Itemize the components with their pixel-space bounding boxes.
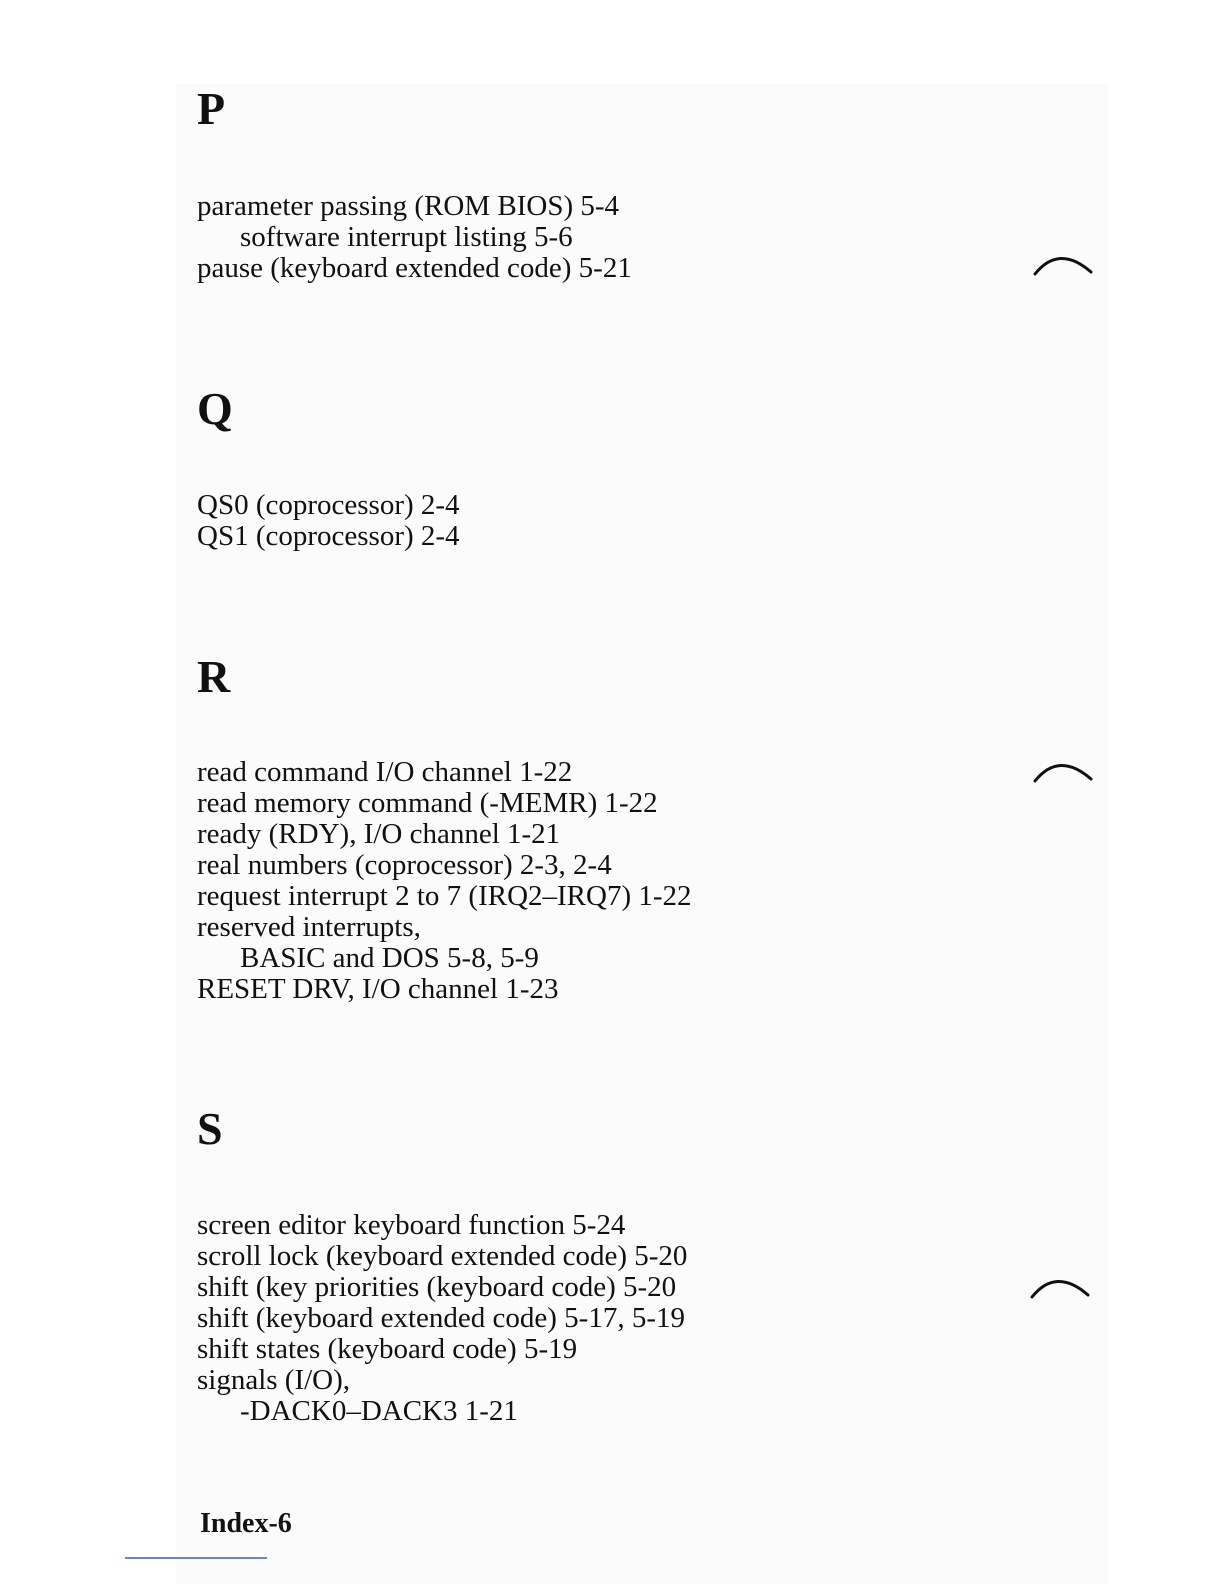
index-subentry: BASIC and DOS 5-8, 5-9	[240, 942, 539, 974]
section-letter-s: S	[197, 1103, 223, 1154]
index-subentry: -DACK0–DACK3 1-21	[240, 1395, 518, 1427]
index-entry: signals (I/O),	[197, 1364, 351, 1396]
index-entry: shift states (keyboard code) 5-19	[197, 1333, 578, 1365]
index-entry: request interrupt 2 to 7 (IRQ2–IRQ7) 1-22	[197, 880, 692, 912]
section-r-entries	[197, 757, 692, 1005]
section-s-entries	[197, 1210, 687, 1427]
index-entry: reserved interrupts,	[197, 911, 421, 943]
index-entry: screen editor keyboard function 5-24	[197, 1209, 626, 1241]
section-letter-r: R	[197, 651, 231, 702]
index-entry: shift (key priorities (keyboard code) 5-20	[197, 1271, 677, 1303]
binder-arc-icon	[1030, 1273, 1090, 1299]
index-entry: real numbers (coprocessor) 2-3, 2-4	[197, 849, 612, 881]
index-entry: shift (keyboard extended code) 5-17, 5-19	[197, 1302, 686, 1334]
section-letter-q: Q	[197, 383, 233, 434]
index-entry: scroll lock (keyboard extended code) 5-20	[197, 1240, 688, 1272]
section-letter-p: P	[197, 83, 226, 134]
page-number-label: Index-6	[200, 1508, 292, 1539]
binder-arc-icon	[1033, 250, 1093, 276]
index-entry: QS0 (coprocessor) 2-4	[197, 489, 460, 521]
index-entry: pause (keyboard extended code) 5-21	[197, 252, 632, 284]
section-q-entries	[197, 490, 460, 552]
scan-edge-line	[125, 1557, 267, 1559]
index-entry: read memory command (-MEMR) 1-22	[197, 787, 658, 819]
index-entry: ready (RDY), I/O channel 1-21	[197, 818, 561, 850]
index-entry: QS1 (coprocessor) 2-4	[197, 520, 460, 552]
index-entry: parameter passing (ROM BIOS) 5-4	[197, 190, 620, 222]
index-entry: read command I/O channel 1-22	[197, 756, 573, 788]
index-entry: RESET DRV, I/O channel 1-23	[197, 973, 559, 1005]
index-subentry: software interrupt listing 5-6	[240, 221, 573, 253]
binder-arc-icon	[1033, 757, 1093, 783]
section-p-entries	[197, 191, 632, 284]
